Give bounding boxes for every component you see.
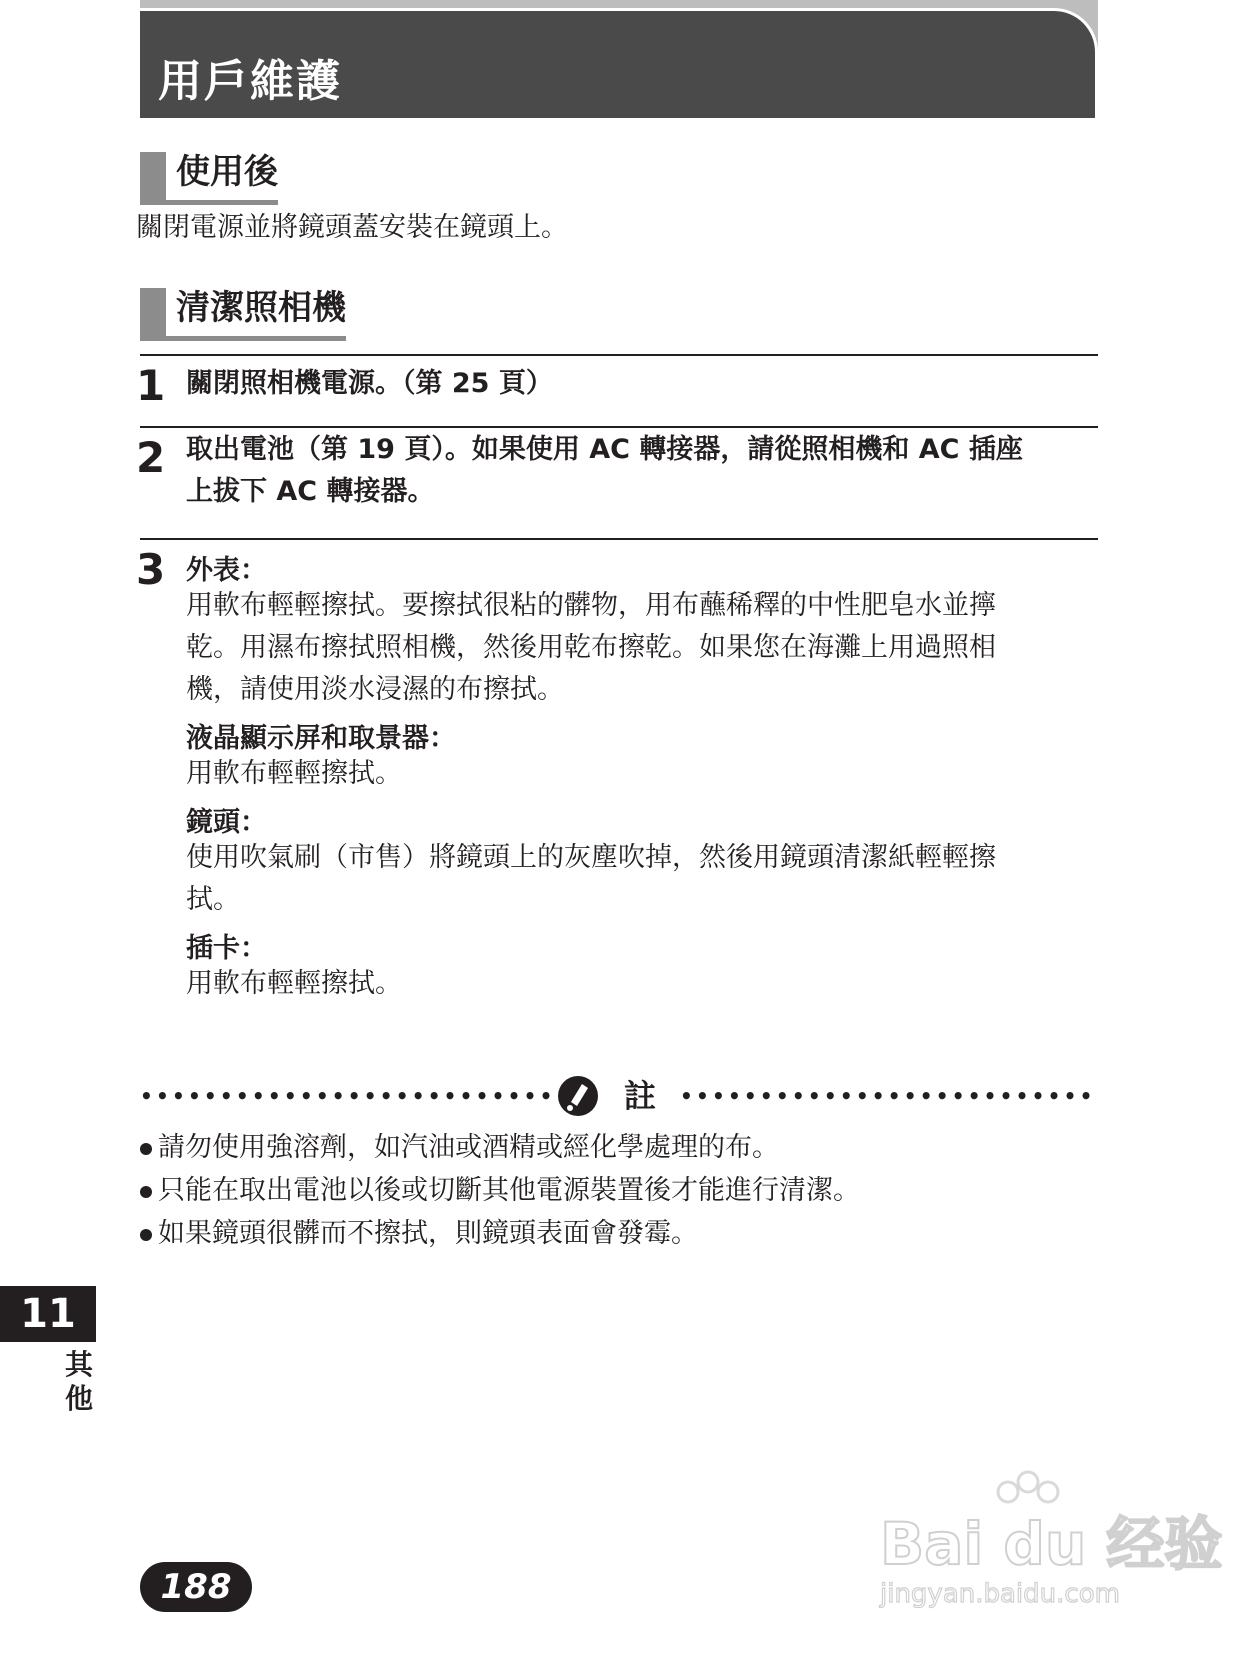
- step-1-text: 關閉照相機電源。（第 25 頁）: [186, 368, 553, 399]
- bullet-icon: [140, 1229, 152, 1241]
- bullet-icon: [140, 1143, 152, 1155]
- after-use-text: 關閉電源並將鏡頭蓋安裝在鏡頭上。: [136, 212, 568, 243]
- note-item: 請勿使用強溶劑，如汽油或酒精或經化學處理的布。: [140, 1126, 860, 1169]
- lcd-text: 用軟布輕輕擦拭。: [186, 758, 402, 789]
- step-divider: [140, 354, 1098, 356]
- section-heading-cleaning: 清潔照相機: [140, 288, 346, 341]
- lens-text-line: 拭。: [186, 884, 240, 915]
- baidu-watermark-logo: [880, 1460, 1223, 1610]
- card-label: 插卡：: [186, 933, 267, 964]
- exterior-text-line: 機，請使用淡水浸濕的布擦拭。: [186, 674, 564, 705]
- page-number: 188: [140, 1562, 252, 1612]
- note-divider: [140, 1076, 1098, 1116]
- dotted-rule-left: ••••••••••••••••••••••••••: [140, 1084, 556, 1108]
- step-number: 3: [136, 545, 166, 594]
- pencil-icon: [558, 1076, 598, 1116]
- exterior-text-line: 乾。用濕布擦拭照相機，然後用乾布擦乾。如果您在海灘上用過照相: [186, 632, 996, 663]
- page-title-bar: [140, 8, 1098, 118]
- exterior-label: 外表：: [186, 555, 267, 586]
- exterior-text-line: 用軟布輕輕擦拭。要擦拭很粘的髒物，用布蘸稀釋的中性肥皂水並擰: [186, 590, 996, 621]
- lens-text-line: 使用吹氣刷（市售）將鏡頭上的灰塵吹掉，然後用鏡頭清潔紙輕輕擦: [186, 842, 996, 873]
- note-list: [140, 1126, 860, 1255]
- section-heading-after-use: 使用後: [140, 152, 278, 205]
- step-2-text-line2: 上拔下 AC 轉接器。: [186, 476, 435, 507]
- card-text: 用軟布輕輕擦拭。: [186, 968, 402, 999]
- chapter-number-tab: 11: [0, 1286, 96, 1342]
- chapter-label: 其 他: [64, 1348, 93, 1415]
- dotted-rule-right: ••••••••••••••••••••••••••: [680, 1084, 1096, 1108]
- note-item: 如果鏡頭很髒而不擦拭，則鏡頭表面會發霉。: [140, 1212, 860, 1255]
- lcd-label: 液晶顯示屏和取景器：: [186, 723, 456, 754]
- lens-label: 鏡頭：: [186, 807, 267, 838]
- note-item: 只能在取出電池以後或切斷其他電源裝置後才能進行清潔。: [140, 1169, 860, 1212]
- watermark-url: jingyan.baidu.com: [880, 1579, 1120, 1609]
- watermark-brand: Bai du 经验: [880, 1510, 1223, 1578]
- note-icon: [558, 1076, 598, 1116]
- step-number: 1: [136, 361, 166, 410]
- page-title: 用戶維護: [158, 56, 342, 107]
- step-divider: [140, 538, 1098, 540]
- note-label: 註: [624, 1077, 657, 1115]
- step-2-text-line1: 取出電池（第 19 頁）。如果使用 AC 轉接器，請從照相機和 AC 插座: [186, 434, 1023, 465]
- step-number: 2: [136, 433, 166, 482]
- bullet-icon: [140, 1186, 152, 1198]
